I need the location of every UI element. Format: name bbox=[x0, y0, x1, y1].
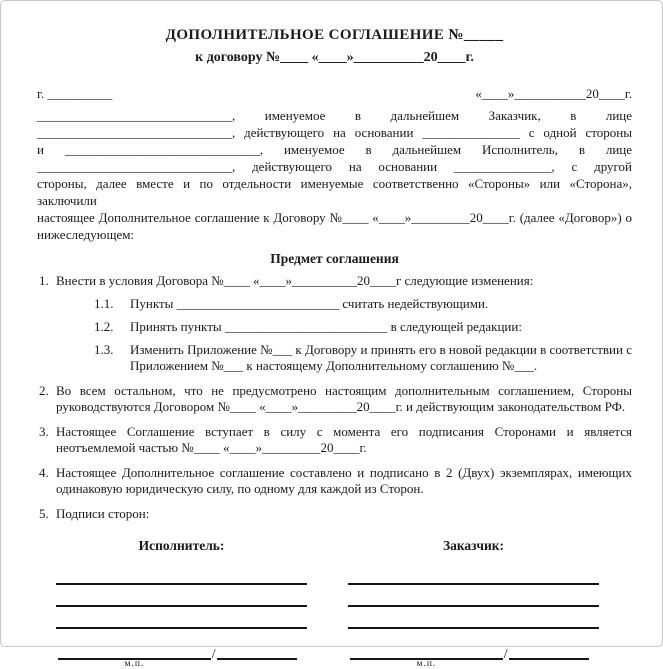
customer-signature-block bbox=[348, 537, 599, 669]
item-text: Изменить Приложение №___ к Договору и принять его в новой редакции в соответствии с Приложением №___ к настоящему Дополнительному соглашению №___. bbox=[130, 342, 632, 373]
subject-heading: Предмет соглашения bbox=[270, 251, 399, 266]
signature-blank-line bbox=[56, 607, 307, 629]
preamble-line: ______________________________, действующего на основании _______________, с другой bbox=[37, 159, 632, 174]
agreement-item-1-1 bbox=[94, 296, 632, 312]
item-number: 2. bbox=[39, 383, 49, 398]
slash-separator: / bbox=[211, 647, 216, 662]
item-text: Принять пункты _________________________ в следующей редакции: bbox=[130, 319, 522, 334]
preamble-line: ______________________________, действующего на основании _______________ с одной стороны bbox=[37, 125, 632, 140]
executor-signature-block bbox=[56, 537, 307, 669]
item-number: 4. bbox=[39, 465, 49, 480]
preamble-line: и ______________________________, именуемое в дальнейшем Исполнитель, в лице bbox=[37, 142, 632, 157]
item-number: 1.3. bbox=[94, 342, 114, 357]
document-subtitle: к договору №____ «____»__________20____г. bbox=[195, 50, 474, 65]
item-text: Пункты _________________________ считать недействующими. bbox=[130, 296, 489, 311]
signature-blank-line bbox=[509, 640, 589, 660]
agreement-item-2 bbox=[39, 383, 632, 415]
signature-blank-line bbox=[58, 640, 211, 669]
item-text: Настоящее Дополнительное соглашение составлено и подписано в 2 (Двух) экземплярах, имеющих одинаковую юридическую силу, по одному для каждой из Сторон. bbox=[56, 465, 632, 496]
signature-blank-line bbox=[348, 563, 599, 585]
item-number: 5. bbox=[39, 506, 49, 521]
date-field: «____»___________20____г. bbox=[475, 86, 632, 101]
item-text: Настоящее Соглашение вступает в силу с момента его подписания Сторонами и является неотъемлемой частью №____ «____»_________20____г. bbox=[56, 424, 632, 455]
agreement-item-1-2 bbox=[94, 319, 632, 335]
item-number: 1.1. bbox=[94, 296, 114, 311]
customer-heading: Заказчик: bbox=[442, 538, 505, 553]
signature-blank-line bbox=[56, 563, 307, 585]
item-text: Подписи сторон: bbox=[56, 506, 150, 521]
signature-name-row bbox=[56, 642, 307, 669]
city-field: г. __________ bbox=[37, 86, 113, 101]
city-date-row bbox=[37, 85, 632, 102]
item-number: 1. bbox=[39, 273, 49, 288]
agreement-item-3 bbox=[39, 424, 632, 456]
preamble-line: нижеследующем: bbox=[37, 227, 135, 242]
slash-separator: / bbox=[503, 647, 508, 662]
preamble bbox=[37, 107, 632, 243]
preamble-line: настоящее Дополнительное соглашение к Договору №____ «____»_________20____г. (далее «Договор») о bbox=[37, 210, 632, 225]
signature-blank-line bbox=[217, 640, 297, 660]
signature-name-row bbox=[348, 642, 599, 669]
preamble-line: ______________________________, именуемое в дальнейшем Заказчик, в лице bbox=[37, 108, 632, 123]
item-text: Во всем остальном, что не предусмотрено настоящим дополнительным соглашением, Стороны руководствуются Договором №____ «____»_________20____г. и действующим законодательством РФ. bbox=[56, 383, 632, 414]
preamble-line: стороны, далее вместе и по отдельности именуемые соответственно «Стороны» или «Сторона», заключили bbox=[37, 176, 632, 208]
agreement-item-4 bbox=[39, 465, 632, 497]
item-text: Внести в условия Договора №____ «____»__________20____г следующие изменения: bbox=[56, 273, 534, 288]
signatures-section bbox=[56, 537, 599, 669]
signature-blank-line bbox=[348, 585, 599, 607]
signature-blank-line bbox=[348, 607, 599, 629]
agreement-item-5 bbox=[39, 506, 632, 522]
signature-blank-line bbox=[350, 640, 503, 669]
seal-label: м.п. bbox=[124, 659, 145, 669]
agreement-item-1 bbox=[39, 273, 632, 289]
signature-blank-line bbox=[56, 585, 307, 607]
document-title: ДОПОЛНИТЕЛЬНОЕ СОГЛАШЕНИЕ №_____ bbox=[165, 27, 504, 43]
item-number: 3. bbox=[39, 424, 49, 439]
seal-label: м.п. bbox=[416, 659, 437, 669]
item-number: 1.2. bbox=[94, 319, 114, 334]
agreement-item-1-3 bbox=[94, 342, 632, 374]
executor-heading: Исполнитель: bbox=[138, 538, 225, 553]
